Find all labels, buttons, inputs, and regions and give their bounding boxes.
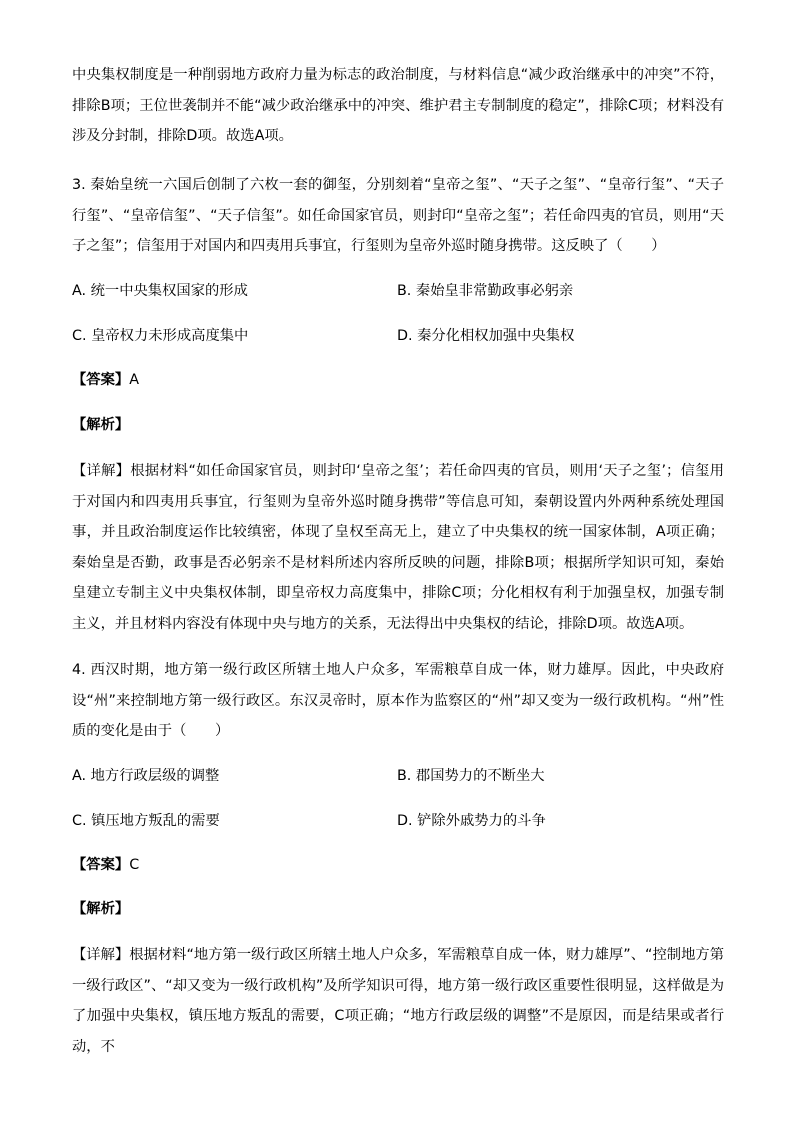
- analysis-paragraph-q2: 中央集权制度是一种削弱地方政府力量为标志的政治制度，与材料信息“减少政治继承中的冲突”不符，排除B项；王位世袭制并不能“减少政治继承中的冲突、维护君主专制制度的稳定”，排除C项；材料没有涉及分封制，排除D项。故选A项。: [72, 67, 724, 144]
- analysis-label: 【解析】: [72, 417, 130, 433]
- question-4-option-c: C. 镇压地方叛乱的需要: [72, 813, 220, 829]
- question-4-analysis-label: [72, 899, 129, 919]
- question-3-analysis-label: [72, 415, 129, 435]
- question-3-stem: 3. 秦始皇统一六国后创制了六枚一套的御玺，分别刻着“皇帝之玺”、“天子之玺”、“皇帝行玺”、“天子行玺”、“皇帝信玺”、“天子信玺”。如任命国家官员，则封印“皇帝之玺”；若任命四夷的官员，则用“天子之玺”；信玺用于对国内和四夷用兵事宜，行玺则为皇帝外巡时随身携带。这反映了（ ）: [72, 177, 724, 254]
- question-4-answer: [72, 855, 139, 875]
- answer-label: 【答案】: [72, 372, 130, 388]
- question-3-answer: [72, 370, 139, 390]
- question-4-option-b: B. 郡国势力的不断坐大: [397, 768, 545, 784]
- question-3-option-a: A. 统一中央集权国家的形成: [72, 283, 248, 299]
- answer-value: A: [129, 372, 139, 388]
- question-3-option-b: B. 秦始皇非常勤政事必躬亲: [397, 283, 574, 299]
- question-4-stem: 4. 西汉时期，地方第一级行政区所辖土地人户众多，军需粮草自成一体，财力雄厚。因此，中央政府设“州”来控制地方第一级行政区。东汉灵帝时，原本作为监察区的“州”却又变为一级行政机构。“州”性质的变化是由于（ ）: [72, 662, 724, 739]
- question-3-option-d: D. 秦分化相权加强中央集权: [397, 328, 575, 344]
- question-4-option-d: D. 铲除外戚势力的斗争: [397, 813, 546, 829]
- question-4-option-a: A. 地方行政层级的调整: [72, 768, 220, 784]
- question-3-detail: 【详解】根据材料“如任命国家官员，则封印‘皇帝之玺’；若任命四夷的官员，则用‘天子之玺’；信玺用于对国内和四夷用兵事宜，行玺则为皇帝外巡时随身携带”等信息可知，秦朝设置内外两种系统处理国事，并且政治制度运作比较缜密，体现了皇权至高无上，建立了中央集权的统一国家体制，A项正确；秦始皇是否勤，政事是否必躬亲不是材料所述内容所反映的问题，排除B项；根据所学知识可知，秦始皇建立专制主义中央集权体制，即皇帝权力高度集中，排除C项；分化相权有利于加强皇权，加强专制主义，并且材料内容没有体现中央与地方的关系，无法得出中央集权的结论，排除D项。故选A项。: [72, 463, 724, 632]
- analysis-label: 【解析】: [72, 901, 130, 917]
- question-3-option-c: C. 皇帝权力未形成高度集中: [72, 328, 249, 344]
- question-4-detail: 【详解】根据材料“地方第一级行政区所辖土地人户众多，军需粮草自成一体，财力雄厚”、“控制地方第一级行政区”、“却又变为一级行政机构”及所学知识可得，地方第一级行政区重要性很明显，这样做是为了加强中央集权，镇压地方叛乱的需要，C项正确；“地方行政层级的调整”不是原因，而是结果或者行动，不: [72, 947, 724, 1055]
- answer-label: 【答案】: [72, 857, 130, 873]
- answer-value: C: [129, 857, 140, 873]
